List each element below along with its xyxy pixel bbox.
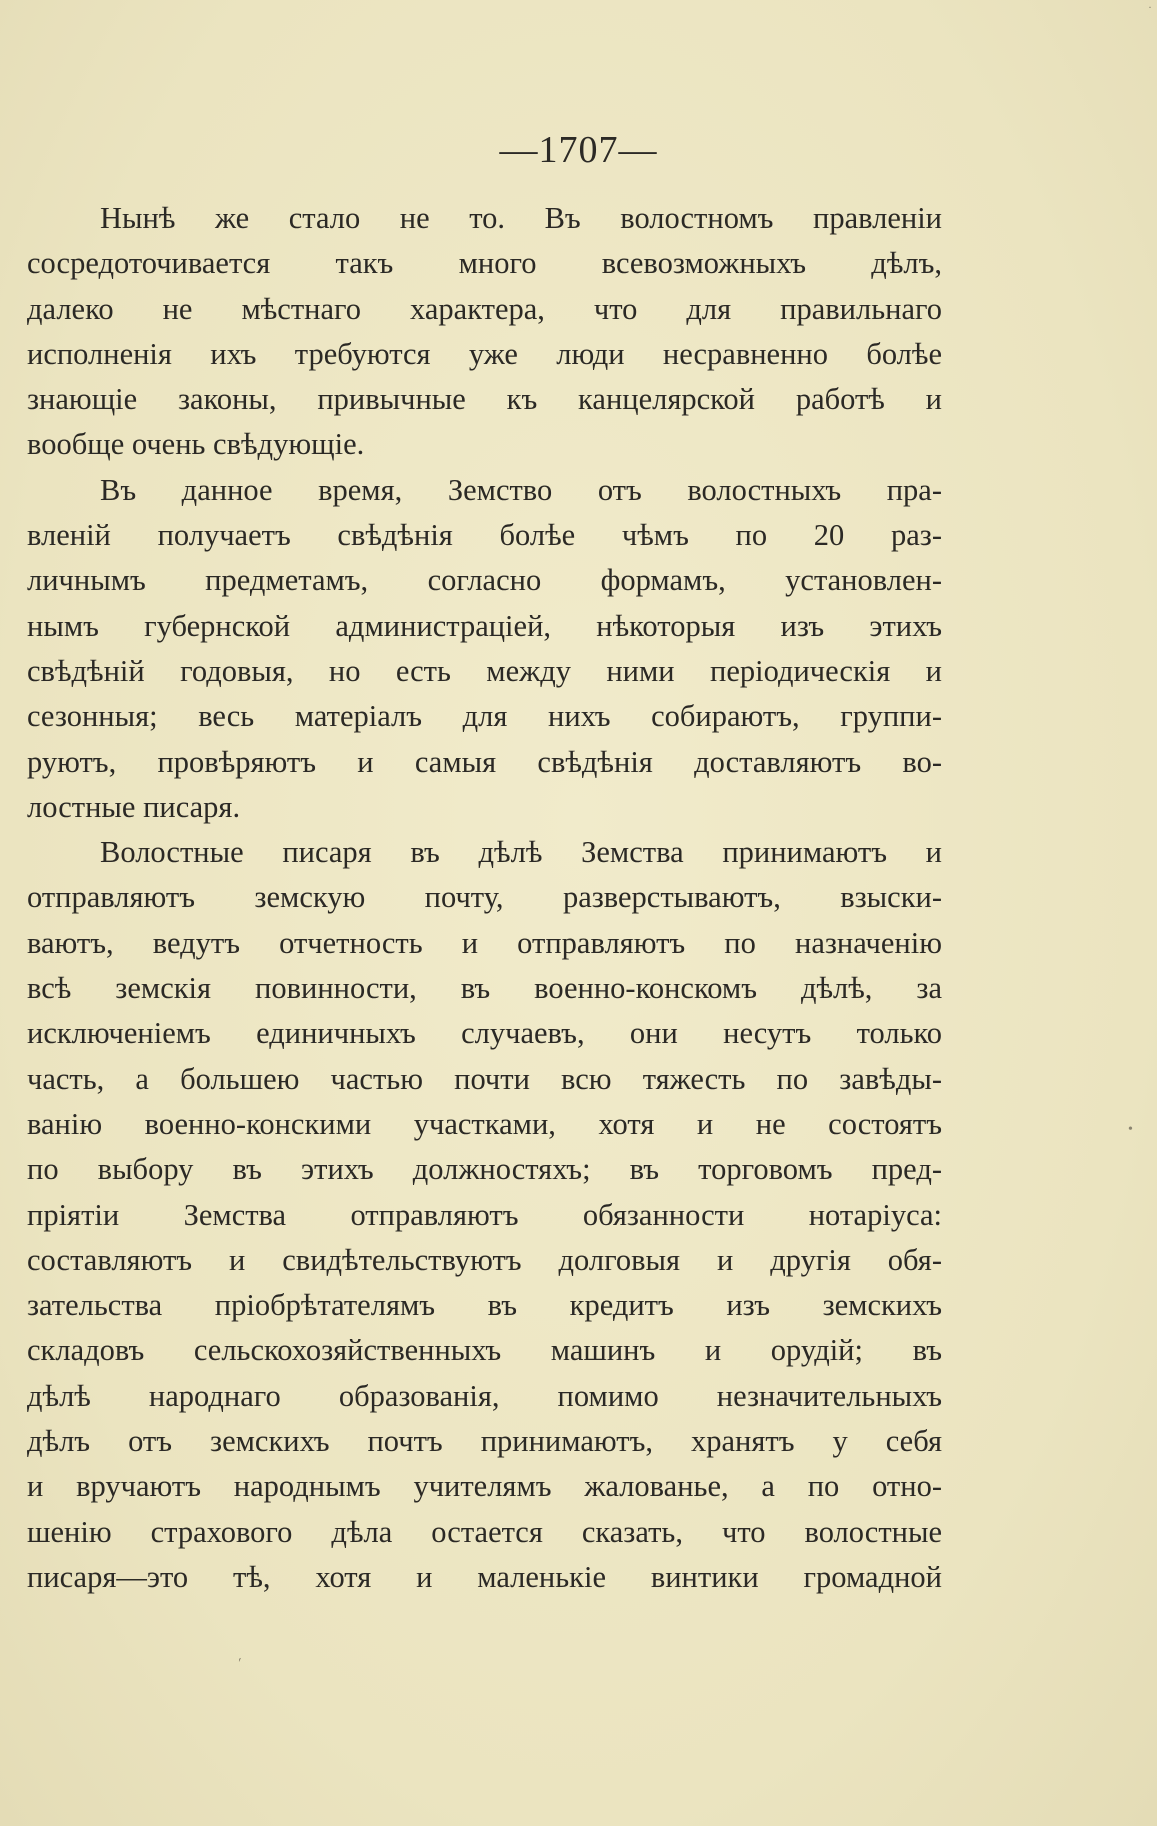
page-number: —1707— bbox=[499, 129, 658, 171]
text-line: исключеніемъ единичныхъ случаевъ, они несутъ только bbox=[27, 1016, 942, 1051]
text-line: вленій получаетъ свѣдѣнія болѣе чѣмъ по 20 раз- bbox=[27, 518, 942, 553]
text-line: далеко не мѣстнаго характера, что для правильнаго bbox=[27, 291, 942, 326]
text-line: шенію страхового дѣла остается сказать, что волостные bbox=[27, 1514, 942, 1549]
text-line: пріятіи Земства отправляютъ обязанности нотаріуса: bbox=[27, 1197, 942, 1232]
text-line: составляютъ и свидѣтельствуютъ долговыя и другія обя- bbox=[27, 1242, 942, 1277]
text-line: всѣ земскія повинности, въ военно-конскомъ дѣлѣ, за bbox=[27, 971, 942, 1006]
text-line: Волостные писаря въ дѣлѣ Земства принимаютъ и bbox=[100, 835, 942, 870]
text-line: отправляютъ земскую почту, разверстываютъ, взыски- bbox=[27, 880, 942, 915]
text-line: дѣлъ отъ земскихъ почтъ принимаютъ, хранятъ у себя bbox=[27, 1424, 942, 1459]
text-line: исполненія ихъ требуются уже люди несравненно болѣе bbox=[27, 336, 942, 371]
text-line: свѣдѣній годовыя, но есть между ними періодическія и bbox=[27, 653, 942, 688]
text-line: дѣлѣ народнаго образованія, помимо незначительныхъ bbox=[27, 1378, 942, 1413]
text-line: вообще очень свѣдующіе. bbox=[27, 427, 365, 462]
text-line: знающіе законы, привычные къ канцелярской работѣ и bbox=[27, 382, 942, 417]
body-text bbox=[27, 196, 942, 1600]
text-line: сосредоточивается такъ много всевозможныхъ дѣлъ, bbox=[27, 246, 942, 281]
text-line: ваютъ, ведутъ отчетность и отправляютъ по назначенію bbox=[27, 925, 942, 960]
text-line: Нынѣ же стало не то. Въ волостномъ правленіи bbox=[100, 201, 942, 235]
scan-tick-mark: ˊ bbox=[235, 1655, 249, 1674]
text-line: ванію военно-конскими участками, хотя и не состоятъ bbox=[27, 1106, 942, 1141]
paragraph-2 bbox=[27, 468, 942, 830]
text-line: нымъ губернской администраціей, нѣкоторыя изъ этихъ bbox=[27, 608, 942, 643]
text-line: складовъ сельскохозяйственныхъ машинъ и орудій; въ bbox=[27, 1333, 942, 1368]
scan-speck-mark: · bbox=[1148, 0, 1152, 14]
text-line: часть, а большею частью почти всю тяжесть по завѣды- bbox=[27, 1061, 942, 1096]
paragraph-3 bbox=[27, 830, 942, 1600]
text-line: руютъ, провѣряютъ и самыя свѣдѣнія доставляютъ во- bbox=[27, 744, 942, 779]
text-line: и вручаютъ народнымъ учителямъ жалованье, а по отно- bbox=[27, 1469, 942, 1504]
scan-dot-mark: • bbox=[1128, 1122, 1133, 1137]
text-line: личнымъ предметамъ, согласно формамъ, установлен- bbox=[27, 563, 942, 598]
text-line: лостные писаря. bbox=[27, 789, 241, 824]
text-line: писаря—это тѣ, хотя и маленькіе винтики громадной bbox=[27, 1559, 942, 1594]
paragraph-1 bbox=[27, 196, 942, 468]
text-line: Въ данное время, Земство отъ волостныхъ пра- bbox=[100, 472, 942, 507]
text-line: сезонныя; весь матеріалъ для нихъ собираютъ, группи- bbox=[27, 699, 942, 734]
text-line: зательства пріобрѣтателямъ въ кредитъ изъ земскихъ bbox=[27, 1288, 942, 1323]
text-line: по выбору въ этихъ должностяхъ; въ торговомъ пред- bbox=[27, 1152, 942, 1187]
